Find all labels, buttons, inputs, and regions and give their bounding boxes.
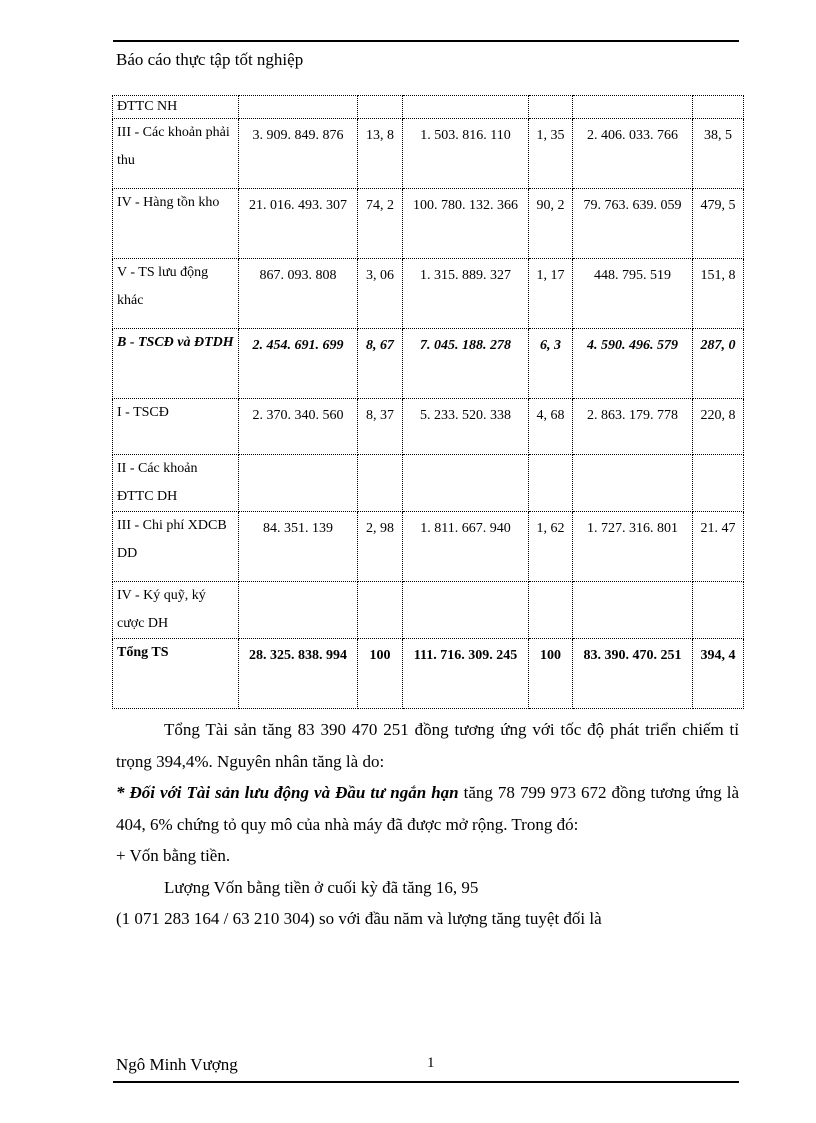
percent-cell — [358, 96, 403, 119]
amount-cell: 448. 795. 519 — [573, 259, 693, 329]
amount-cell: 5. 233. 520. 338 — [403, 399, 529, 455]
amount-cell — [239, 582, 358, 639]
row-label: V - TS lưu động khác — [113, 259, 239, 329]
footer-rule — [113, 1081, 739, 1083]
table-row — [113, 259, 744, 329]
percent-cell: 479, 5 — [693, 189, 744, 259]
amount-cell: 1. 503. 816. 110 — [403, 119, 529, 189]
percent-cell: 2, 98 — [358, 512, 403, 582]
row-label: ĐTTC NH — [113, 96, 239, 119]
amount-cell — [573, 582, 693, 639]
amount-cell: 28. 325. 838. 994 — [239, 639, 358, 709]
amount-cell: 2. 863. 179. 778 — [573, 399, 693, 455]
table-row — [113, 582, 744, 639]
amount-cell: 7. 045. 188. 278 — [403, 329, 529, 399]
row-label: IV - Ký quỹ, ký cược DH — [113, 582, 239, 639]
table-row — [113, 329, 744, 399]
amount-cell — [239, 455, 358, 512]
percent-cell: 100 — [529, 639, 573, 709]
amount-cell: 1. 811. 667. 940 — [403, 512, 529, 582]
amount-cell — [403, 96, 529, 119]
amount-cell: 111. 716. 309. 245 — [403, 639, 529, 709]
amount-cell — [573, 455, 693, 512]
table-row — [113, 119, 744, 189]
amount-cell: 4. 590. 496. 579 — [573, 329, 693, 399]
table-row — [113, 639, 744, 709]
percent-cell: 1, 17 — [529, 259, 573, 329]
percent-cell — [358, 582, 403, 639]
percent-cell — [693, 582, 744, 639]
percent-cell: 1, 62 — [529, 512, 573, 582]
table-row — [113, 189, 744, 259]
row-label: II - Các khoản ĐTTC DH — [113, 455, 239, 512]
row-label: III - Các khoản phải thu — [113, 119, 239, 189]
row-label: B - TSCĐ và ĐTDH — [113, 329, 239, 399]
percent-cell: 287, 0 — [693, 329, 744, 399]
percent-cell — [529, 96, 573, 119]
header-rule — [113, 40, 739, 42]
amount-cell — [403, 582, 529, 639]
amount-cell: 83. 390. 470. 251 — [573, 639, 693, 709]
amount-cell — [573, 96, 693, 119]
asset-table — [112, 95, 744, 709]
amount-cell — [403, 455, 529, 512]
percent-cell: 4, 68 — [529, 399, 573, 455]
percent-cell — [529, 455, 573, 512]
amount-cell: 21. 016. 493. 307 — [239, 189, 358, 259]
table-row — [113, 455, 744, 512]
amount-cell: 100. 780. 132. 366 — [403, 189, 529, 259]
amount-cell: 2. 406. 033. 766 — [573, 119, 693, 189]
table-row — [113, 399, 744, 455]
current-assets-heading: * Đối với Tài sản lưu động và Đầu tư ngắn hạn — [116, 783, 459, 802]
percent-cell — [529, 582, 573, 639]
amount-cell: 867. 093. 808 — [239, 259, 358, 329]
percent-cell — [358, 455, 403, 512]
percent-cell — [693, 96, 744, 119]
paragraph-cash-ratio: (1 071 283 164 / 63 210 304) so với đầu năm và lượng tăng tuyệt đối là — [116, 909, 602, 928]
percent-cell: 90, 2 — [529, 189, 573, 259]
percent-cell: 8, 37 — [358, 399, 403, 455]
percent-cell — [693, 455, 744, 512]
body-text — [116, 714, 739, 935]
current-assets-text: tăng 78 799 973 672 đồng tương ứng là 404, 6% chứng tỏ quy mô của nhà máy đã được mở rộng. Trong đó: — [116, 783, 739, 834]
row-label: IV - Hàng tồn kho — [113, 189, 239, 259]
amount-cell: 79. 763. 639. 059 — [573, 189, 693, 259]
percent-cell: 21. 47 — [693, 512, 744, 582]
table-row — [113, 512, 744, 582]
row-label: III - Chi phí XDCB DD — [113, 512, 239, 582]
page-number: 1 — [427, 1055, 435, 1071]
row-label: I - TSCĐ — [113, 399, 239, 455]
percent-cell: 74, 2 — [358, 189, 403, 259]
amount-cell — [239, 96, 358, 119]
amount-cell: 2. 370. 340. 560 — [239, 399, 358, 455]
percent-cell: 8, 67 — [358, 329, 403, 399]
footer-author: Ngô Minh Vượng — [116, 1055, 238, 1074]
percent-cell: 6, 3 — [529, 329, 573, 399]
amount-cell: 1. 315. 889. 327 — [403, 259, 529, 329]
percent-cell: 3, 06 — [358, 259, 403, 329]
paragraph-total-assets: Tổng Tài sản tăng 83 390 470 251 đồng tương ứng với tốc độ phát triển chiếm tỉ trọng 394,4%. Nguyên nhân tăng là do: — [116, 720, 739, 771]
percent-cell: 394, 4 — [693, 639, 744, 709]
percent-cell: 38, 5 — [693, 119, 744, 189]
document-header-title: Báo cáo thực tập tốt nghiệp — [116, 50, 304, 69]
row-label: Tổng TS — [113, 639, 239, 709]
paragraph-cash-increase: Lượng Vốn bằng tiền ở cuối kỳ đã tăng 16, 95 — [164, 877, 479, 897]
percent-cell: 151, 8 — [693, 259, 744, 329]
percent-cell: 100 — [358, 639, 403, 709]
percent-cell: 13, 8 — [358, 119, 403, 189]
percent-cell: 1, 35 — [529, 119, 573, 189]
paragraph-cash: + Vốn bằng tiền. — [116, 846, 231, 865]
paragraph-current-assets — [116, 777, 739, 840]
amount-cell: 1. 727. 316. 801 — [573, 512, 693, 582]
table-row — [113, 96, 744, 119]
amount-cell: 2. 454. 691. 699 — [239, 329, 358, 399]
amount-cell: 3. 909. 849. 876 — [239, 119, 358, 189]
amount-cell: 84. 351. 139 — [239, 512, 358, 582]
percent-cell: 220, 8 — [693, 399, 744, 455]
